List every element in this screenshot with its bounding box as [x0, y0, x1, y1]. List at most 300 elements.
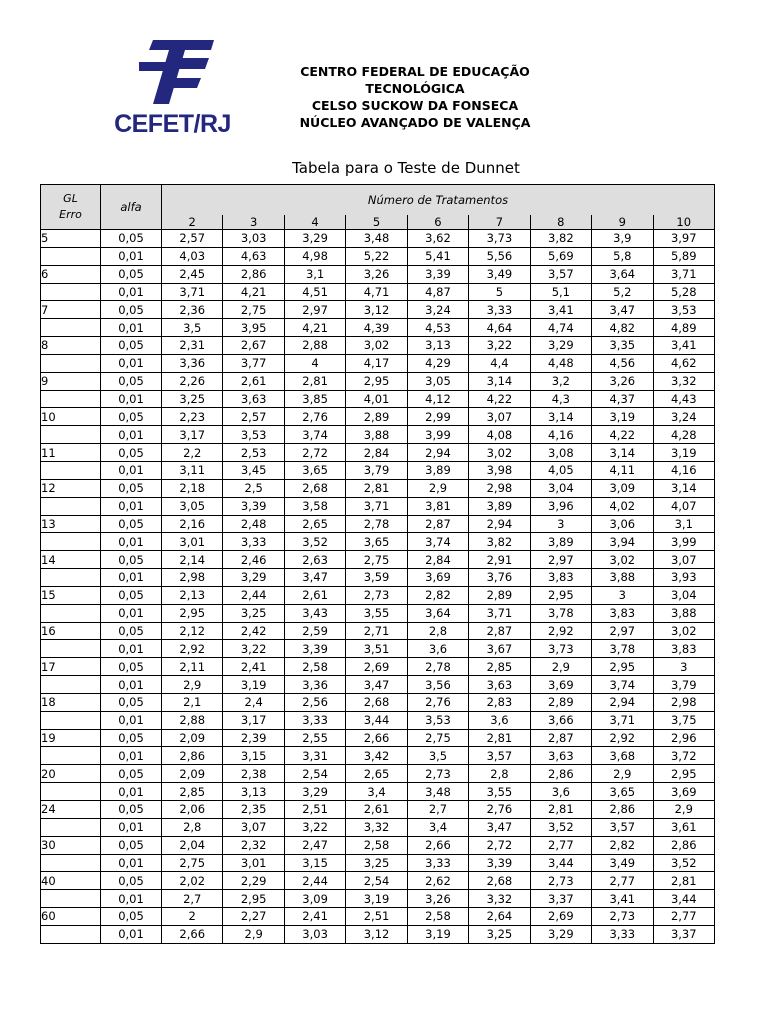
- value-cell: 2,87: [469, 622, 530, 640]
- value-cell: 2,89: [469, 586, 530, 604]
- value-cell: 3: [592, 586, 653, 604]
- value-cell: 2,68: [346, 693, 407, 711]
- gl-cell: [41, 533, 101, 551]
- alfa-cell: 0,05: [101, 265, 162, 283]
- value-cell: 3,72: [653, 747, 715, 765]
- alfa-cell: 0,05: [101, 658, 162, 676]
- value-cell: 2,41: [284, 908, 345, 926]
- value-cell: 4,11: [592, 461, 653, 479]
- value-cell: 2,35: [223, 801, 284, 819]
- gl-cell: [41, 354, 101, 372]
- value-cell: 3,64: [407, 604, 468, 622]
- value-cell: 3,2: [530, 372, 591, 390]
- value-cell: 2,73: [346, 586, 407, 604]
- table-row: [41, 747, 715, 765]
- alfa-cell: 0,01: [101, 247, 162, 265]
- value-cell: 2,66: [346, 729, 407, 747]
- value-cell: 3,81: [407, 497, 468, 515]
- value-cell: 3,67: [469, 640, 530, 658]
- value-cell: 2,09: [162, 729, 223, 747]
- alfa-cell: 0,01: [101, 818, 162, 836]
- value-cell: 3,22: [469, 337, 530, 355]
- value-cell: 2,86: [162, 747, 223, 765]
- value-cell: 2,95: [346, 372, 407, 390]
- value-cell: 3,25: [223, 604, 284, 622]
- alfa-cell: 0,01: [101, 676, 162, 694]
- value-cell: 3,71: [592, 711, 653, 729]
- gl-cell: [41, 783, 101, 801]
- value-cell: 3,01: [223, 854, 284, 872]
- gl-cell: 5: [41, 230, 101, 248]
- value-cell: 2,76: [407, 693, 468, 711]
- value-cell: 4,3: [530, 390, 591, 408]
- value-cell: 4,39: [346, 319, 407, 337]
- value-cell: 2,61: [284, 586, 345, 604]
- value-cell: 3,85: [284, 390, 345, 408]
- value-cell: 2,56: [284, 693, 345, 711]
- value-cell: 3,55: [469, 783, 530, 801]
- value-cell: 2,61: [346, 801, 407, 819]
- value-cell: 3,95: [223, 319, 284, 337]
- gl-cell: [41, 461, 101, 479]
- value-cell: 2,48: [223, 515, 284, 533]
- value-cell: 2,87: [530, 729, 591, 747]
- value-cell: 4,02: [592, 497, 653, 515]
- value-cell: 3,13: [407, 337, 468, 355]
- value-cell: 2,02: [162, 872, 223, 890]
- value-cell: 2,5: [223, 479, 284, 497]
- value-cell: 3,5: [407, 747, 468, 765]
- table-row: [41, 515, 715, 533]
- value-cell: 3,17: [223, 711, 284, 729]
- value-cell: 2,75: [162, 854, 223, 872]
- value-cell: 2,7: [162, 890, 223, 908]
- value-cell: 3,65: [346, 533, 407, 551]
- value-cell: 4,28: [653, 426, 715, 444]
- value-cell: 2,61: [223, 372, 284, 390]
- value-cell: 3,32: [653, 372, 715, 390]
- value-cell: 3,39: [469, 854, 530, 872]
- value-cell: 3,44: [530, 854, 591, 872]
- value-cell: 2,63: [284, 551, 345, 569]
- cefet-emblem-icon: [139, 40, 214, 104]
- value-cell: 2,9: [223, 925, 284, 943]
- value-cell: 3,52: [530, 818, 591, 836]
- value-cell: 2,7: [407, 801, 468, 819]
- table-row: [41, 890, 715, 908]
- value-cell: 2,76: [284, 408, 345, 426]
- value-cell: 2,09: [162, 765, 223, 783]
- value-cell: 3: [653, 658, 715, 676]
- gl-cell: 14: [41, 551, 101, 569]
- value-cell: 2,68: [284, 479, 345, 497]
- value-cell: 4,62: [653, 354, 715, 372]
- value-cell: 3,09: [284, 890, 345, 908]
- value-cell: 3,96: [530, 497, 591, 515]
- value-cell: 3,19: [653, 444, 715, 462]
- value-cell: 2,92: [530, 622, 591, 640]
- value-cell: 5,22: [346, 247, 407, 265]
- value-cell: 2,45: [162, 265, 223, 283]
- value-cell: 4,12: [407, 390, 468, 408]
- value-cell: 3,25: [162, 390, 223, 408]
- gl-cell: 40: [41, 872, 101, 890]
- value-cell: 2,9: [530, 658, 591, 676]
- value-cell: 3,48: [346, 230, 407, 248]
- table-row: [41, 604, 715, 622]
- value-cell: 2,51: [346, 908, 407, 926]
- alfa-cell: 0,01: [101, 426, 162, 444]
- column-header: 8: [530, 215, 591, 230]
- value-cell: 3,73: [469, 230, 530, 248]
- value-cell: 4,71: [346, 283, 407, 301]
- treatments-header: Número de Tratamentos: [162, 185, 715, 216]
- value-cell: 3,6: [469, 711, 530, 729]
- gl-cell: 6: [41, 265, 101, 283]
- value-cell: 4: [284, 354, 345, 372]
- table-row: [41, 230, 715, 248]
- value-cell: 2,78: [346, 515, 407, 533]
- table-row: [41, 551, 715, 569]
- table-row: [41, 354, 715, 372]
- value-cell: 2,44: [284, 872, 345, 890]
- value-cell: 3,19: [223, 676, 284, 694]
- value-cell: 3,47: [469, 818, 530, 836]
- value-cell: 3,06: [592, 515, 653, 533]
- value-cell: 2,32: [223, 836, 284, 854]
- value-cell: 2,62: [407, 872, 468, 890]
- value-cell: 3,26: [407, 890, 468, 908]
- institution-line-1: CENTRO FEDERAL DE EDUCAÇÃO TECNOLÓGICA: [300, 64, 530, 96]
- value-cell: 3,83: [592, 604, 653, 622]
- alfa-cell: 0,01: [101, 319, 162, 337]
- value-cell: 2,11: [162, 658, 223, 676]
- value-cell: 3,99: [407, 426, 468, 444]
- value-cell: 3,09: [592, 479, 653, 497]
- alfa-cell: 0,05: [101, 836, 162, 854]
- value-cell: 2,1: [162, 693, 223, 711]
- value-cell: 2,14: [162, 551, 223, 569]
- value-cell: 2,9: [162, 676, 223, 694]
- value-cell: 2,86: [653, 836, 715, 854]
- value-cell: 3,44: [653, 890, 715, 908]
- value-cell: 3,55: [346, 604, 407, 622]
- alfa-cell: 0,05: [101, 444, 162, 462]
- value-cell: 3,47: [284, 569, 345, 587]
- value-cell: 3,71: [653, 265, 715, 283]
- alfa-cell: 0,01: [101, 604, 162, 622]
- value-cell: 3,29: [530, 925, 591, 943]
- value-cell: 2,86: [592, 801, 653, 819]
- alfa-cell: 0,05: [101, 622, 162, 640]
- value-cell: 2,89: [530, 693, 591, 711]
- value-cell: 3,62: [407, 230, 468, 248]
- value-cell: 3,32: [346, 818, 407, 836]
- table-row: [41, 337, 715, 355]
- gl-cell: 16: [41, 622, 101, 640]
- gl-cell: [41, 283, 101, 301]
- table-row: [41, 497, 715, 515]
- value-cell: 3,29: [284, 783, 345, 801]
- value-cell: 2,8: [162, 818, 223, 836]
- value-cell: 4,87: [407, 283, 468, 301]
- value-cell: 2,27: [223, 908, 284, 926]
- alfa-cell: 0,01: [101, 497, 162, 515]
- value-cell: 4,21: [223, 283, 284, 301]
- value-cell: 3,24: [653, 408, 715, 426]
- value-cell: 4,08: [469, 426, 530, 444]
- value-cell: 3,97: [653, 230, 715, 248]
- value-cell: 3,48: [407, 783, 468, 801]
- alfa-cell: 0,01: [101, 854, 162, 872]
- table-row: [41, 479, 715, 497]
- value-cell: 3,11: [162, 461, 223, 479]
- value-cell: 3,13: [223, 783, 284, 801]
- value-cell: 3,35: [592, 337, 653, 355]
- value-cell: 2,57: [223, 408, 284, 426]
- value-cell: 3,56: [407, 676, 468, 694]
- value-cell: 2,77: [653, 908, 715, 926]
- value-cell: 5,1: [530, 283, 591, 301]
- value-cell: 2,97: [284, 301, 345, 319]
- value-cell: 2,85: [162, 783, 223, 801]
- alfa-cell: 0,05: [101, 872, 162, 890]
- gl-cell: 11: [41, 444, 101, 462]
- value-cell: 3,15: [223, 747, 284, 765]
- value-cell: 3,1: [284, 265, 345, 283]
- value-cell: 2,2: [162, 444, 223, 462]
- value-cell: 3,33: [469, 301, 530, 319]
- value-cell: 3,31: [284, 747, 345, 765]
- value-cell: 3,89: [407, 461, 468, 479]
- value-cell: 2,76: [469, 801, 530, 819]
- alfa-cell: 0,01: [101, 461, 162, 479]
- value-cell: 3,15: [284, 854, 345, 872]
- value-cell: 3,17: [162, 426, 223, 444]
- value-cell: 2,84: [346, 444, 407, 462]
- value-cell: 2,78: [407, 658, 468, 676]
- value-cell: 2,89: [346, 408, 407, 426]
- value-cell: 3,19: [346, 890, 407, 908]
- table-row: [41, 372, 715, 390]
- value-cell: 3,65: [592, 783, 653, 801]
- value-cell: 4,53: [407, 319, 468, 337]
- table-row: [41, 265, 715, 283]
- value-cell: 2,9: [653, 801, 715, 819]
- table-row: [41, 390, 715, 408]
- gl-cell: [41, 390, 101, 408]
- value-cell: 3,36: [284, 676, 345, 694]
- value-cell: 3,24: [407, 301, 468, 319]
- column-header: 3: [223, 215, 284, 230]
- value-cell: 3,07: [469, 408, 530, 426]
- value-cell: 3: [530, 515, 591, 533]
- value-cell: 3,75: [653, 711, 715, 729]
- alfa-cell: 0,05: [101, 765, 162, 783]
- value-cell: 3,14: [592, 444, 653, 462]
- value-cell: 2,96: [653, 729, 715, 747]
- alfa-cell: 0,01: [101, 783, 162, 801]
- gl-cell: [41, 426, 101, 444]
- value-cell: 2,42: [223, 622, 284, 640]
- value-cell: 3,29: [530, 337, 591, 355]
- value-cell: 2,72: [469, 836, 530, 854]
- value-cell: 3,88: [346, 426, 407, 444]
- value-cell: 2,81: [284, 372, 345, 390]
- value-cell: 3,57: [592, 818, 653, 836]
- value-cell: 3,36: [162, 354, 223, 372]
- value-cell: 3,03: [284, 925, 345, 943]
- value-cell: 3,98: [469, 461, 530, 479]
- value-cell: 3,25: [346, 854, 407, 872]
- value-cell: 5,2: [592, 283, 653, 301]
- value-cell: 4,22: [469, 390, 530, 408]
- alfa-cell: 0,05: [101, 515, 162, 533]
- value-cell: 3,65: [284, 461, 345, 479]
- gl-cell: 60: [41, 908, 101, 926]
- value-cell: 4,43: [653, 390, 715, 408]
- value-cell: 3,12: [346, 301, 407, 319]
- alfa-cell: 0,01: [101, 283, 162, 301]
- gl-cell: [41, 854, 101, 872]
- column-header: 7: [469, 215, 530, 230]
- value-cell: 2,26: [162, 372, 223, 390]
- value-cell: 2,88: [284, 337, 345, 355]
- page-title: Tabela para o Teste de Dunnet: [292, 159, 520, 177]
- value-cell: 2,4: [223, 693, 284, 711]
- institution-line-2: CELSO SUCKOW DA FONSECA: [311, 98, 519, 113]
- value-cell: 4,48: [530, 354, 591, 372]
- value-cell: 3,02: [346, 337, 407, 355]
- value-cell: 2,46: [223, 551, 284, 569]
- value-cell: 3,89: [530, 533, 591, 551]
- gl-cell: 15: [41, 586, 101, 604]
- value-cell: 2,29: [223, 872, 284, 890]
- value-cell: 2,87: [407, 515, 468, 533]
- value-cell: 3,5: [162, 319, 223, 337]
- value-cell: 3,53: [407, 711, 468, 729]
- value-cell: 3,64: [592, 265, 653, 283]
- value-cell: 2,98: [469, 479, 530, 497]
- value-cell: 2,92: [162, 640, 223, 658]
- table-row: [41, 569, 715, 587]
- value-cell: 3,22: [284, 818, 345, 836]
- value-cell: 2,47: [284, 836, 345, 854]
- value-cell: 3,77: [223, 354, 284, 372]
- column-header: 10: [653, 215, 715, 230]
- value-cell: 2,85: [469, 658, 530, 676]
- table-row: [41, 586, 715, 604]
- value-cell: 2,41: [223, 658, 284, 676]
- gl-header: GL Erro: [41, 185, 101, 230]
- value-cell: 2,12: [162, 622, 223, 640]
- gl-cell: 24: [41, 801, 101, 819]
- value-cell: 2,13: [162, 586, 223, 604]
- value-cell: 3,63: [530, 747, 591, 765]
- value-cell: 3,07: [653, 551, 715, 569]
- value-cell: 3,94: [592, 533, 653, 551]
- value-cell: 2,92: [592, 729, 653, 747]
- gl-cell: 30: [41, 836, 101, 854]
- column-header: 5: [346, 215, 407, 230]
- value-cell: 5,28: [653, 283, 715, 301]
- value-cell: 2,23: [162, 408, 223, 426]
- value-cell: 2,67: [223, 337, 284, 355]
- value-cell: 3,78: [530, 604, 591, 622]
- value-cell: 2,18: [162, 479, 223, 497]
- value-cell: 2,95: [592, 658, 653, 676]
- table-row: [41, 872, 715, 890]
- value-cell: 4,63: [223, 247, 284, 265]
- value-cell: 2,69: [530, 908, 591, 926]
- value-cell: 3,47: [346, 676, 407, 694]
- value-cell: 2,55: [284, 729, 345, 747]
- value-cell: 2,81: [530, 801, 591, 819]
- institution-line-3: NÚCLEO AVANÇADO DE VALENÇA: [299, 115, 531, 130]
- value-cell: 3,07: [223, 818, 284, 836]
- value-cell: 2,53: [223, 444, 284, 462]
- value-cell: 3,71: [162, 283, 223, 301]
- value-cell: 2,82: [592, 836, 653, 854]
- value-cell: 2,81: [653, 872, 715, 890]
- value-cell: 2,64: [469, 908, 530, 926]
- value-cell: 2,73: [530, 872, 591, 890]
- value-cell: 3,02: [653, 622, 715, 640]
- value-cell: 3,58: [284, 497, 345, 515]
- value-cell: 3,42: [346, 747, 407, 765]
- value-cell: 3,44: [346, 711, 407, 729]
- value-cell: 3,08: [530, 444, 591, 462]
- table-row: [41, 676, 715, 694]
- alfa-header: alfa: [101, 185, 162, 230]
- value-cell: 2,99: [407, 408, 468, 426]
- value-cell: 3,49: [469, 265, 530, 283]
- gl-cell: [41, 569, 101, 587]
- alfa-cell: 0,05: [101, 372, 162, 390]
- table-row: [41, 622, 715, 640]
- value-cell: 2,16: [162, 515, 223, 533]
- value-cell: 3,71: [469, 604, 530, 622]
- alfa-cell: 0,05: [101, 729, 162, 747]
- value-cell: 5,41: [407, 247, 468, 265]
- gl-cell: [41, 711, 101, 729]
- value-cell: 3,33: [223, 533, 284, 551]
- gl-cell: 7: [41, 301, 101, 319]
- value-cell: 2,77: [530, 836, 591, 854]
- value-cell: 3,63: [469, 676, 530, 694]
- value-cell: 3,53: [223, 426, 284, 444]
- value-cell: 3,79: [653, 676, 715, 694]
- value-cell: 3,63: [223, 390, 284, 408]
- value-cell: 4,51: [284, 283, 345, 301]
- value-cell: 2,86: [530, 765, 591, 783]
- alfa-cell: 0,01: [101, 925, 162, 943]
- value-cell: 2,98: [653, 693, 715, 711]
- value-cell: 2,75: [223, 301, 284, 319]
- value-cell: 2,88: [162, 711, 223, 729]
- alfa-cell: 0,01: [101, 890, 162, 908]
- value-cell: 2,84: [407, 551, 468, 569]
- value-cell: 3,43: [284, 604, 345, 622]
- value-cell: 3,6: [530, 783, 591, 801]
- value-cell: 2,04: [162, 836, 223, 854]
- value-cell: 2,91: [469, 551, 530, 569]
- value-cell: 2,38: [223, 765, 284, 783]
- value-cell: 3,83: [530, 569, 591, 587]
- value-cell: 2,54: [346, 872, 407, 890]
- value-cell: 3,19: [407, 925, 468, 943]
- alfa-cell: 0,01: [101, 640, 162, 658]
